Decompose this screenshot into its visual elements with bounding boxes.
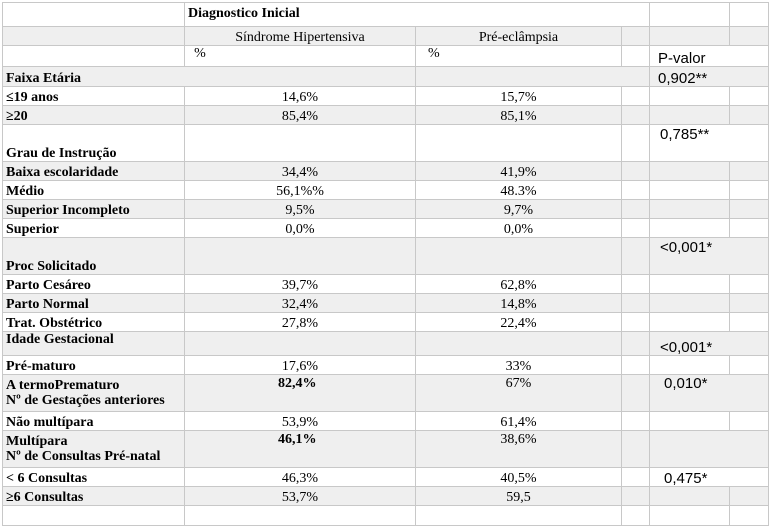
empty-row bbox=[3, 506, 769, 526]
group-hypertensive-header: Síndrome Hipertensiva bbox=[185, 27, 416, 46]
section-prenatal-p-value: 0,475* bbox=[650, 468, 769, 487]
row-value-hypertensive: 53,9% bbox=[185, 412, 416, 431]
table-row bbox=[3, 200, 769, 219]
table-row bbox=[3, 356, 769, 375]
section-procedure-title: Proc Solicitado bbox=[3, 238, 185, 275]
row-value-preeclampsia: 38,6% bbox=[416, 431, 622, 468]
row-value-preeclampsia: 48.3% bbox=[416, 181, 622, 200]
row-value-hypertensive: 82,4% bbox=[185, 375, 416, 412]
header-row-title bbox=[3, 3, 769, 27]
row-value-preeclampsia: 15,7% bbox=[416, 87, 622, 106]
diagnostic-title: Diagnostico Inicial bbox=[185, 3, 650, 27]
row-value-hypertensive: 9,5% bbox=[185, 200, 416, 219]
row-label: Baixa escolaridade bbox=[3, 162, 185, 181]
row-value-preeclampsia: 40,5% bbox=[416, 468, 622, 487]
table-row bbox=[3, 487, 769, 506]
table-row bbox=[3, 294, 769, 313]
section-procedure-title-row bbox=[3, 238, 769, 275]
row-value-preeclampsia: 0,0% bbox=[416, 219, 622, 238]
row-value-preeclampsia: 61,4% bbox=[416, 412, 622, 431]
results-table bbox=[2, 2, 769, 526]
section-prenatal-title: Nº de Consultas Pré-natal bbox=[6, 449, 161, 464]
row-value-hypertensive: 17,6% bbox=[185, 356, 416, 375]
row-label: Parto Cesáreo bbox=[3, 275, 185, 294]
row-label: ≤19 anos bbox=[3, 87, 185, 106]
row-label: Pré-maturo bbox=[3, 356, 185, 375]
row-value-hypertensive: 0,0% bbox=[185, 219, 416, 238]
table-row bbox=[3, 219, 769, 238]
section-previous-pregnancies-title: Nº de Gestações anteriores bbox=[6, 393, 165, 408]
table-row bbox=[3, 412, 769, 431]
row-value-preeclampsia: 62,8% bbox=[416, 275, 622, 294]
row-value-preeclampsia: 59,5 bbox=[416, 487, 622, 506]
section-procedure-p-value: <0,001* bbox=[650, 238, 769, 275]
table-row bbox=[3, 162, 769, 181]
section-age-p-value: 0,902** bbox=[650, 67, 769, 87]
row-value-preeclampsia: 9,7% bbox=[416, 200, 622, 219]
section-age-title: Faixa Etária bbox=[3, 67, 416, 87]
row-label: Parto Normal bbox=[3, 294, 185, 313]
section-education-title: Grau de Instrução bbox=[3, 125, 185, 162]
section-gestational-title: Idade Gestacional bbox=[3, 332, 185, 356]
header-row-groups bbox=[3, 27, 769, 46]
percent-symbol-hypertensive: % bbox=[185, 46, 416, 67]
row-label: ≥6 Consultas bbox=[3, 487, 185, 506]
section-age-title-row bbox=[3, 67, 769, 87]
table-row bbox=[3, 313, 769, 332]
row-label: Superior Incompleto bbox=[3, 200, 185, 219]
table-row bbox=[3, 106, 769, 125]
row-label: ≥20 bbox=[3, 106, 185, 125]
row-value-preeclampsia: 41,9% bbox=[416, 162, 622, 181]
section-gestational-p-value: <0,001* bbox=[650, 332, 769, 356]
row-value-hypertensive: 53,7% bbox=[185, 487, 416, 506]
row-value-preeclampsia: 33% bbox=[416, 356, 622, 375]
row-label: Superior bbox=[3, 219, 185, 238]
table-row bbox=[3, 468, 769, 487]
row-value-hypertensive: 14,6% bbox=[185, 87, 416, 106]
row-value-hypertensive: 56,1%% bbox=[185, 181, 416, 200]
section-education-p-value: 0,785** bbox=[650, 125, 769, 162]
row-value-preeclampsia: 67% bbox=[416, 375, 622, 412]
section-previous-pregnancies-p-value: 0,010* bbox=[650, 375, 769, 412]
row-value-hypertensive: 39,7% bbox=[185, 275, 416, 294]
row-value-hypertensive: 27,8% bbox=[185, 313, 416, 332]
row-value-preeclampsia: 85,1% bbox=[416, 106, 622, 125]
table-row bbox=[3, 87, 769, 106]
p-value-header: P-valor bbox=[650, 46, 769, 67]
row-label: < 6 Consultas bbox=[3, 468, 185, 487]
row-value-preeclampsia: 22,4% bbox=[416, 313, 622, 332]
percent-symbol-preeclampsia: % bbox=[416, 46, 622, 67]
group-preeclampsia-header: Pré-eclâmpsia bbox=[416, 27, 622, 46]
row-label: Multípara bbox=[6, 434, 68, 449]
header-row-units bbox=[3, 46, 769, 67]
row-label: A termoPrematuro bbox=[6, 378, 120, 393]
table-row bbox=[3, 181, 769, 200]
row-value-hypertensive: 32,4% bbox=[185, 294, 416, 313]
row-value-hypertensive: 46,1% bbox=[185, 431, 416, 468]
table-row bbox=[3, 431, 769, 468]
row-value-hypertensive: 85,4% bbox=[185, 106, 416, 125]
row-value-hypertensive: 34,4% bbox=[185, 162, 416, 181]
table-row bbox=[3, 375, 769, 412]
row-label: Trat. Obstétrico bbox=[3, 313, 185, 332]
row-value-preeclampsia: 14,8% bbox=[416, 294, 622, 313]
row-label: Médio bbox=[3, 181, 185, 200]
table-row bbox=[3, 275, 769, 294]
section-gestational-title-row bbox=[3, 332, 769, 356]
section-education-title-row bbox=[3, 125, 769, 162]
row-label: Não multípara bbox=[3, 412, 185, 431]
row-value-hypertensive: 46,3% bbox=[185, 468, 416, 487]
